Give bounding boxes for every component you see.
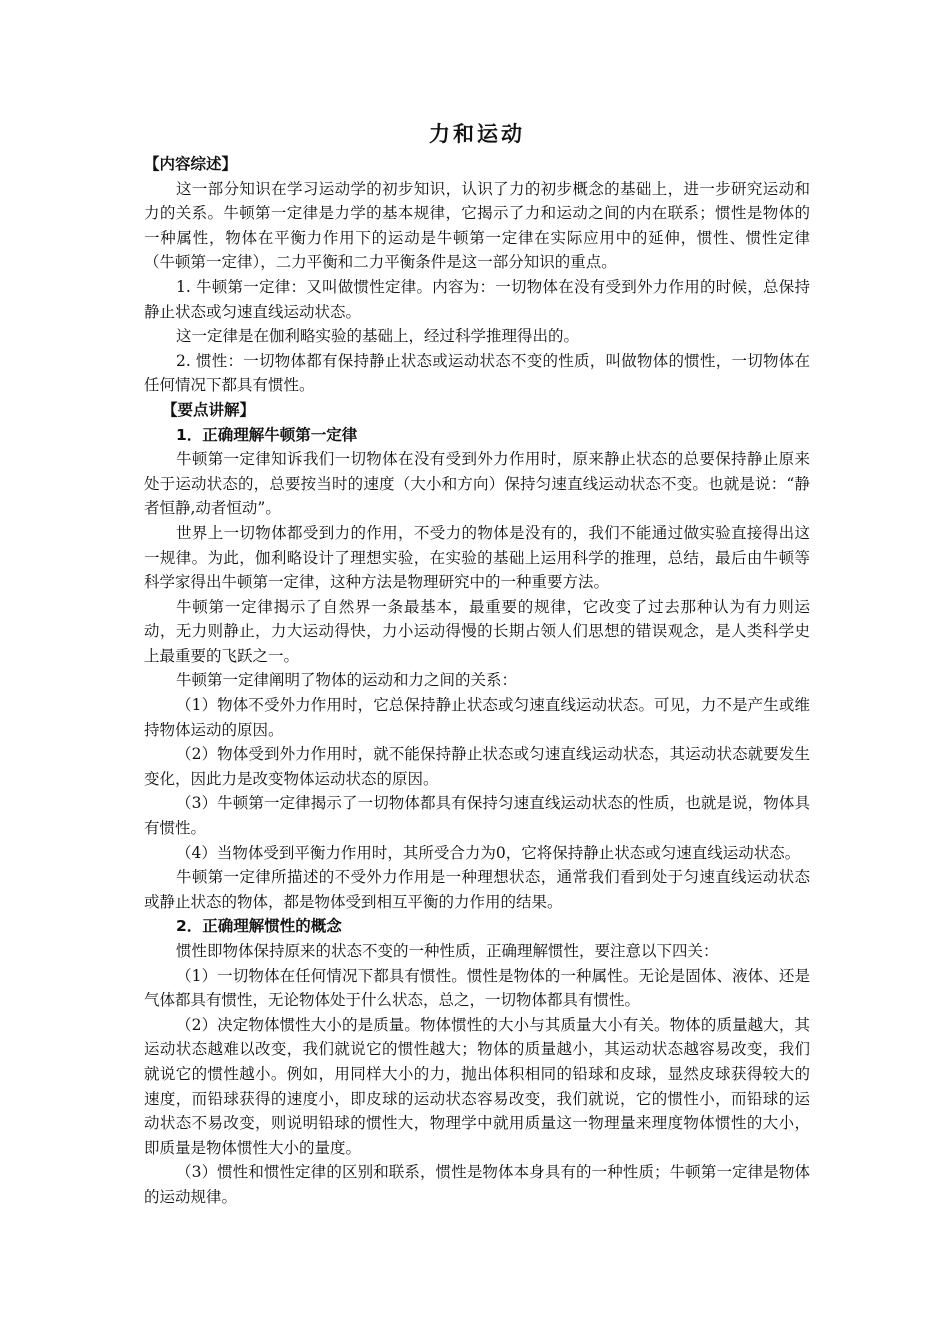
document-page [144, 118, 810, 1210]
section-heading-summary: 【内容综述】 [144, 155, 238, 173]
document-title: 力和运动 [429, 122, 525, 146]
paragraph: （4）当物体受到平衡力作用时，其所受合力为0，它将保持静止状态或匀速直线运动状态。 [176, 843, 801, 862]
paragraph: （2）物体受到外力作用时，就不能保持静止状态或匀速直线运动状态，其运动状态就要发生变化，因此力是改变物体运动状态的原因。 [144, 745, 810, 788]
paragraph: 1. 牛顿第一定律：又叫做惯性定律。内容为：一切物体在没有受到外力作用的时候，总保持静止状态或匀速直线运动状态。 [144, 277, 810, 321]
paragraph: 这一定律是在伽利略实验的基础上，经过科学推理得出的。 [176, 327, 580, 346]
paragraph: （3）惯性和惯性定律的区别和联系，惯性是物体本身具有的一种性质；牛顿第一定律是物体的运动规律。 [144, 1163, 810, 1206]
paragraph: （1）物体不受外力作用时，它总保持静止状态或匀速直线运动状态。可见，力不是产生或维持物体运动的原因。 [144, 696, 810, 739]
paragraph: 2. 惯性：一切物体都有保持静止状态或运动状态不变的性质，叫做物体的惯性，一切物体在任何情况下都具有惯性。 [144, 351, 810, 395]
paragraph: 世界上一切物体都受到力的作用，不受力的物体是没有的，我们不能通过做实验直接得出这一规律。为此，伽利略设计了理想实验，在实验的基础上运用科学的推理，总结，最后由牛顿等科学家得出牛顿第一定律，这种方法是物理研究中的一种重要方法。 [144, 523, 810, 592]
paragraph: 牛顿第一定律知诉我们一切物体在没有受到外力作用时，原来静止状态的总要保持静止原来处于运动状态的，总要按当时的速度（大小和方向）保持匀速直线运动状态不变。也就是说：“静者恒静,动者恒动”。 [144, 450, 810, 518]
subheading-inertia: 2．正确理解惯性的概念 [176, 917, 342, 936]
paragraph: 牛顿第一定律所描述的不受外力作用是一种理想状态，通常我们看到处于匀速直线运动状态或静止状态的物体，都是物体受到相互平衡的力作用的结果。 [144, 868, 810, 911]
paragraph: 这一部分知识在学习运动学的初步知识，认识了力的初步概念的基础上，进一步研究运动和力的关系。牛顿第一定律是力学的基本规律，它揭示了力和运动之间的内在联系；惯性是物体的一种属性，物体在平衡力作用下的运动是牛顿第一定律在实际应用中的延伸，惯性、惯性定律（牛顿第一定律），二力平衡和二力平衡条件是这一部分知识的重点。 [144, 179, 810, 272]
paragraph: 牛顿第一定律阐明了物体的运动和力之间的关系： [176, 671, 518, 690]
paragraph: （3）牛顿第一定律揭示了一切物体都具有保持匀速直线运动状态的性质，也就是说，物体具有惯性。 [144, 794, 810, 838]
paragraph: （2）决定物体惯性大小的是质量。物体惯性的大小与其质量大小有关。物体的质量越大，其运动状态越难以改变，我们就说它的惯性越大；物体的质量越小，其运动状态越容易改变，我们就说它的惯性越小。例如，用同样大小的力，抛出体积相同的铅球和皮球，显然皮球获得较大的速度，而铅球获得的速度小，即皮球的运动状态容易改变，我们就说，它的惯性小，而铅球的运动状态不易改变，则说明铅球的惯性大，物理学中就用质量这一物理量来理度物体惯性的大小，即质量是物体惯性大小的量度。 [144, 1015, 810, 1157]
subheading-newton-first-law: 1．正确理解牛顿第一定律 [176, 425, 358, 444]
paragraph: 惯性即物体保持原来的状态不变的一种性质，正确理解惯性，要注意以下四关： [176, 942, 719, 960]
section-heading-key-points: 【要点讲解】 [162, 400, 256, 419]
paragraph: （1）一切物体在任何情况下都具有惯性。惯性是物体的一种属性。无论是固体、液体、还是气体都具有惯性，无论物体处于什么状态，总之，一切物体都具有惯性。 [144, 966, 810, 1010]
paragraph: 牛顿第一定律揭示了自然界一条最基本，最重要的规律，它改变了过去那种认为有力则运动，无力则静止，力大运动得快，力小运动得慢的长期占领人们思想的错误观念，是人类科学史上最重要的飞跃之一。 [144, 597, 810, 665]
